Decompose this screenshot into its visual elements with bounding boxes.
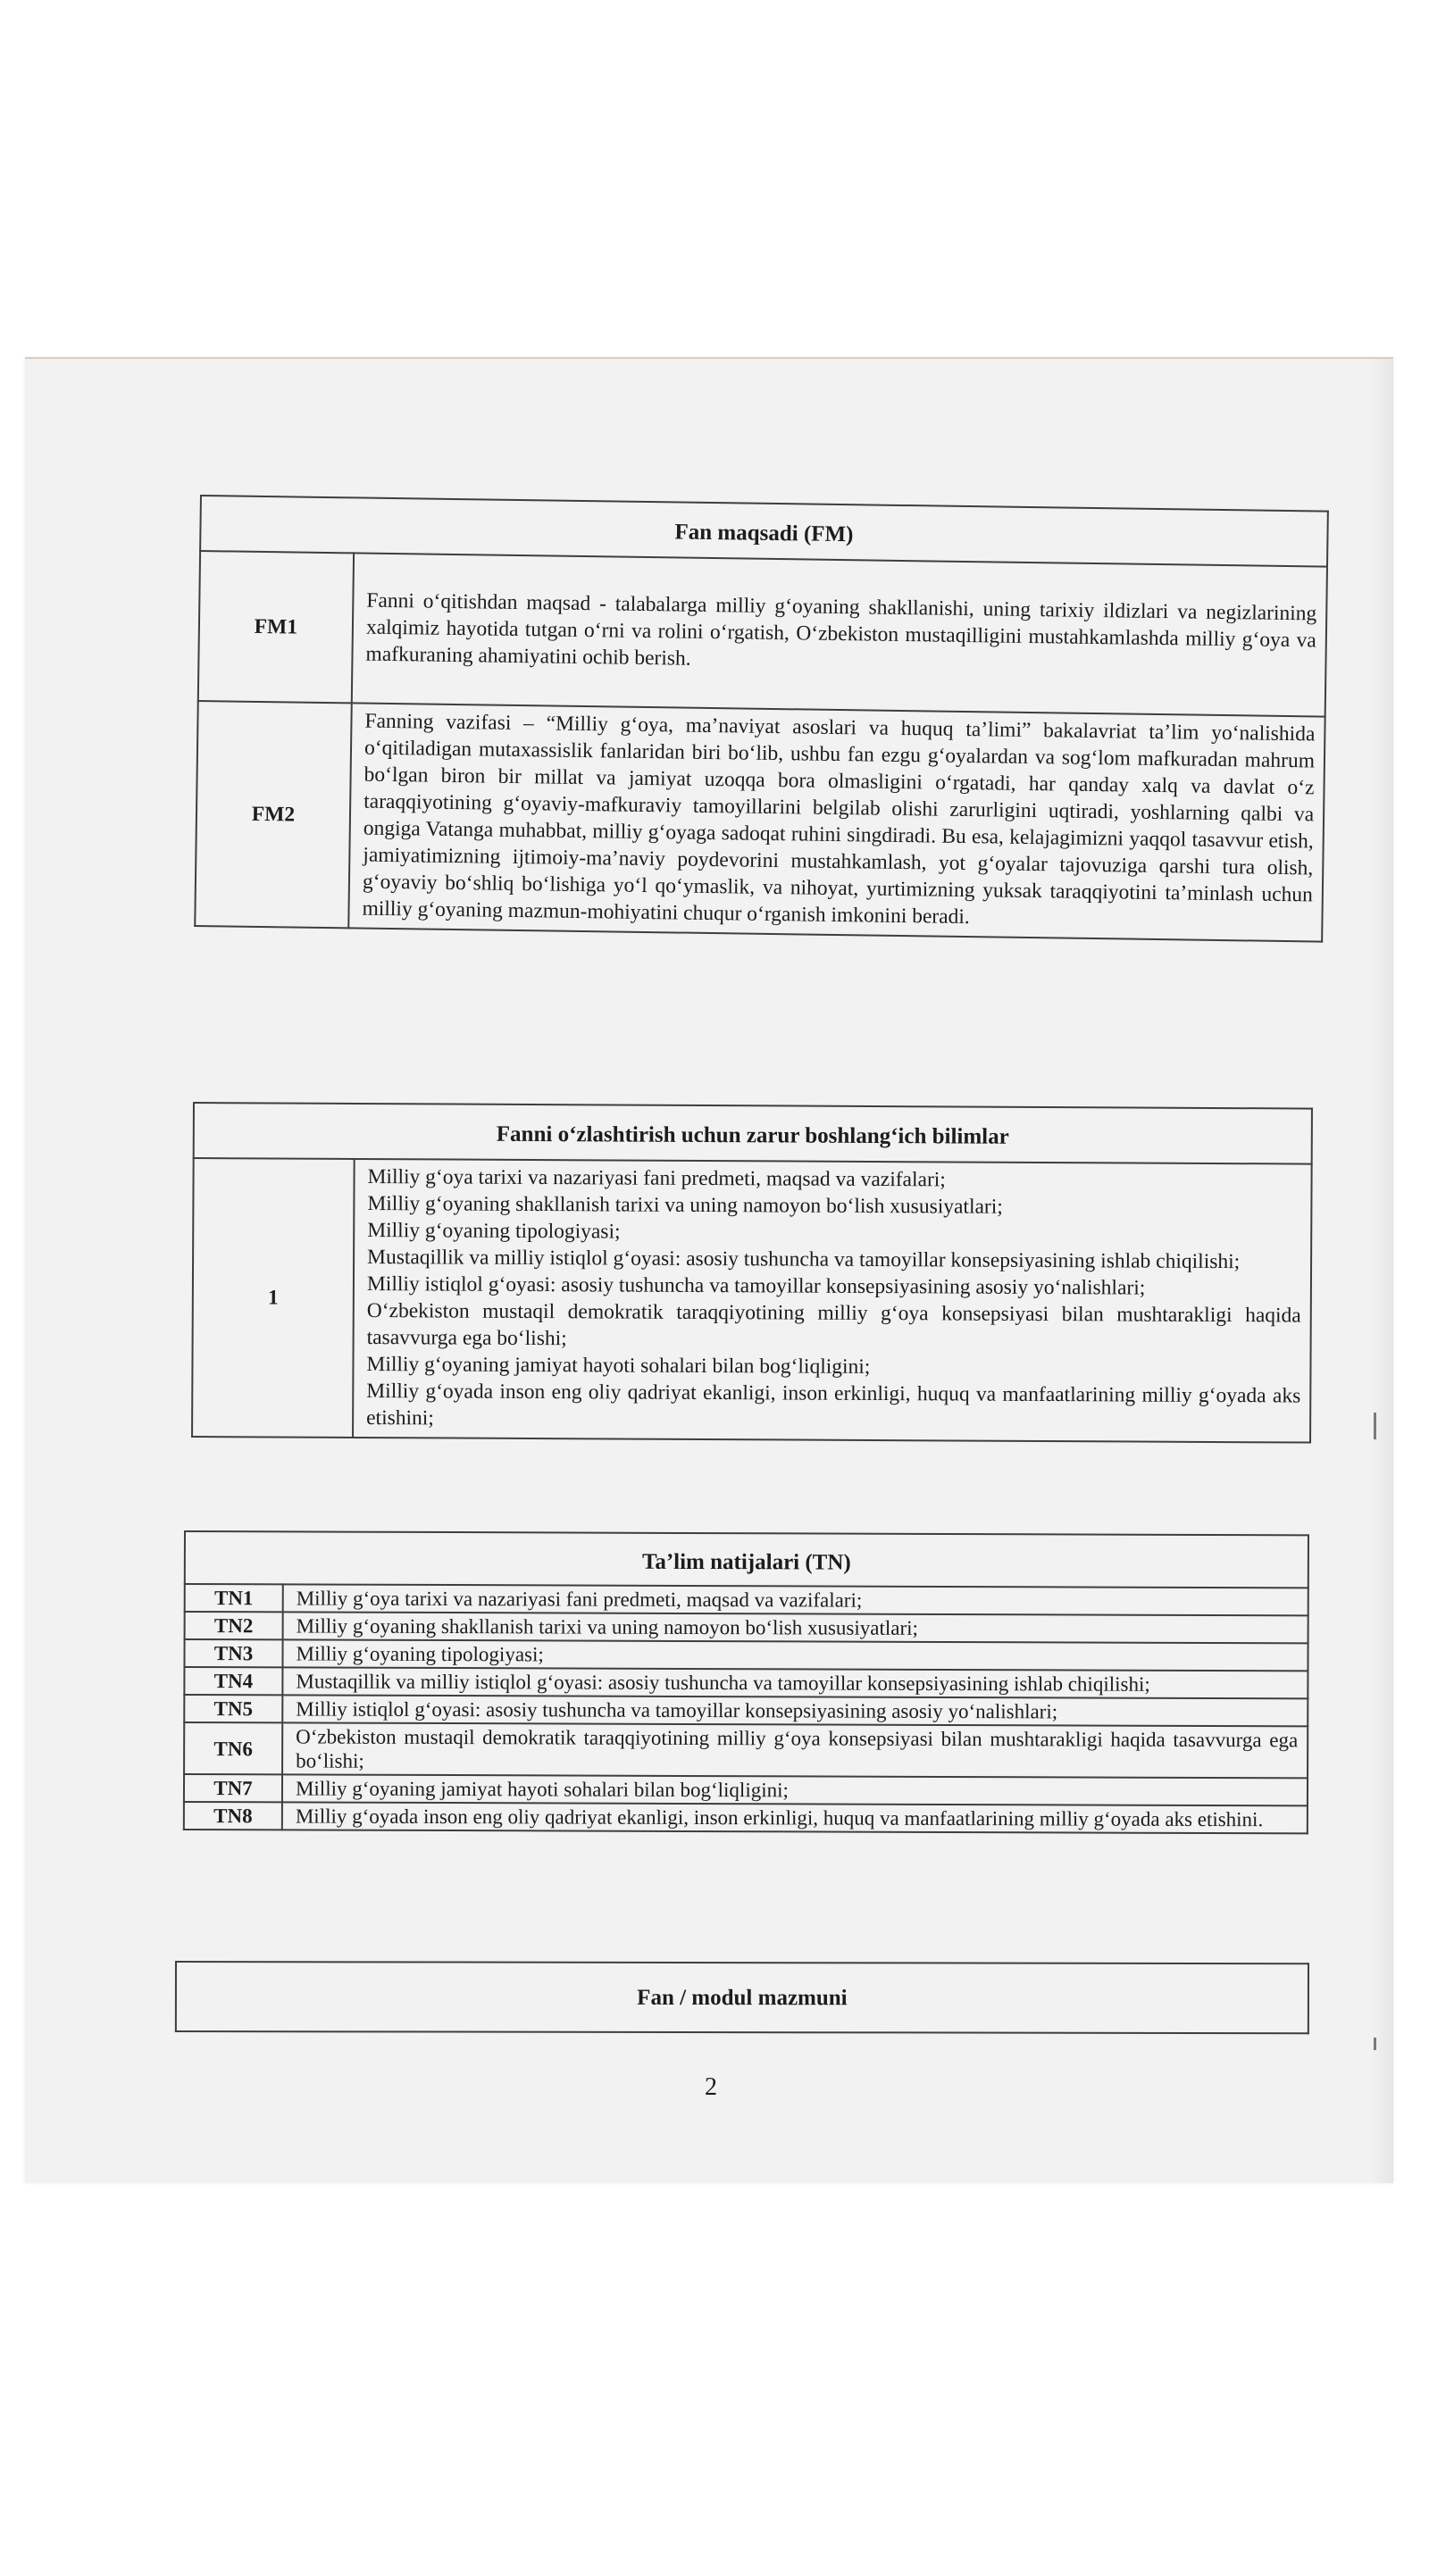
prerequisites-label: 1	[192, 1158, 355, 1438]
outcome-row	[185, 1584, 1308, 1615]
fm-label: FM2	[195, 701, 352, 928]
prerequisite-item: Milliy g‘oyaning jamiyat hayoti sohalari bilan bog‘liqligini;	[366, 1353, 871, 1379]
outcome-row	[184, 1774, 1308, 1805]
prerequisite-item: Milliy g‘oyaning shakllanish tarixi va uning namoyon bo‘lish xususiyatlari;	[367, 1192, 1003, 1219]
outcome-text: Milliy g‘oyada inson eng oliy qadriyat ekanligi, inson erkinligi, huquq va manfaatlarining milliy g‘oyada aks etishini.	[282, 1802, 1308, 1833]
outcome-text: Milliy g‘oyaning tipologiyasi;	[282, 1639, 1308, 1671]
page-fold-mark	[1374, 1413, 1376, 1439]
prerequisites-title: Fanni o‘zlashtirish uchun zarur boshlang‘ich bilimlar	[194, 1103, 1312, 1164]
prerequisite-item: Milliy istiqlol g‘oyasi: asosiy tushuncha va tamoyillar konsepsiyasining asosiy yo‘nalishlari;	[366, 1272, 1146, 1300]
page-number: 2	[705, 2073, 717, 2101]
outcome-text: Milliy g‘oya tarixi va nazariyasi fani predmeti, maqsad va vazifalari;	[283, 1584, 1308, 1615]
outcome-text: Milliy g‘oyaning shakllanish tarixi va uning namoyon bo‘lish xususiyatlari;	[283, 1612, 1308, 1643]
prerequisites-table	[191, 1102, 1313, 1444]
prerequisite-item: Milliy g‘oyada inson eng oliy qadriyat ekanligi, inson erkinligi, huquq va manfaatlarining milliy g‘oyada aks etishini;	[366, 1380, 1301, 1430]
outcome-label: TN4	[184, 1667, 282, 1695]
outcome-row	[184, 1722, 1308, 1778]
prerequisite-item: Milliy g‘oya tarixi va nazariyasi fani predmeti, maqsad va vazifalari;	[367, 1165, 946, 1192]
module-content-title: Fan / modul mazmuni	[176, 1962, 1308, 2033]
module-content-table	[175, 1961, 1309, 2034]
outcomes-table	[183, 1530, 1309, 1834]
outcome-row	[184, 1802, 1308, 1833]
prerequisite-item: Milliy g‘oyaning tipologiyasi;	[367, 1219, 621, 1244]
prerequisites-row	[192, 1158, 1312, 1443]
fm-title: Fan maqsadi (FM)	[200, 496, 1328, 567]
outcome-label: TN2	[185, 1612, 283, 1639]
prerequisites-list	[353, 1159, 1312, 1443]
fm-table	[194, 495, 1329, 943]
fm-text: Fanning vazifasi – “Milliy g‘oya, ma’naviyat asoslari va huquq ta’limi” bakalavriat ta’lim yo‘nalishida o‘qitiladigan mutaxassislik fanlaridan biri bo‘lib, ushbu fan ezgu g‘oyalardan va sog‘lom mafkuradan mahrum bo‘lgan biron bir millat va jamiyat uzoqqa bora olmasligini o‘rgatadi, har qanday xalq va davlat o‘z taraqqiyotining g‘oyaviy-mafkuraviy tamoyillarini belgilab olishi zarurligini uqtiradi, yoshlarning qalbi va ongiga Vatanga muhabbat, milliy g‘oyaga sadoqat ruhini singdiradi. Bu esa, kelajagimizni yaqqol tasavvur etish, jamiyatimizning ijtimoiy-ma’naviy poydevorini mustahkamlash, yot g‘oyalar tajovuziga qarshi tura olish, g‘oyaviy bo‘shliq bo‘lishiga yo‘l qo‘ymaslik, va nihoyat, yurtimizning yuksak taraqqiyotini ta’minlash uchun milliy g‘oyaning mazmun-mohiyatini chuqur o‘rganish imkonini beradi.	[348, 703, 1325, 941]
outcome-text: Milliy istiqlol g‘oyasi: asosiy tushuncha va tamoyillar konsepsiyasining asosiy yo‘nalishlari;	[282, 1695, 1308, 1726]
outcome-label: TN1	[185, 1584, 283, 1612]
outcomes-title: Ta’lim natijalari (TN)	[185, 1531, 1308, 1588]
fm-text: Fanni o‘qitishdan maqsad - talabalarga milliy g‘oyaning shakllanishi, uning tarixiy ildizlari va negizlarining xalqimiz hayotida tutgan o‘rni va rolini o‘rgatish, O‘zbekiston mustaqilligini mustahkamlashda milliy g‘oya va mafkuraning ahamiyatini ochib berish.	[352, 553, 1327, 716]
prerequisite-item: O‘zbekiston mustaqil demokratik taraqqiyotining milliy g‘oya konsepsiyasi bilan mushtarakligi haqida tasavvurga ega bo‘lishi;	[366, 1299, 1301, 1351]
outcome-row	[184, 1695, 1308, 1726]
outcome-label: TN7	[184, 1774, 282, 1802]
outcome-text: O‘zbekiston mustaqil demokratik taraqqiyotining milliy g‘oya konsepsiyasi bilan mushtarakligi haqida tasavvurga ega bo‘lishi;	[282, 1722, 1308, 1778]
outcome-label: TN8	[184, 1802, 282, 1830]
fm-row	[198, 551, 1327, 717]
outcome-text: Mustaqillik va milliy istiqlol g‘oyasi: asosiy tushuncha va tamoyillar konsepsiyasining ishlab chiqilishi;	[282, 1667, 1308, 1698]
outcome-label: TN5	[184, 1695, 282, 1722]
page-fold-mark	[1374, 2038, 1376, 2050]
document-page	[25, 357, 1393, 2183]
fm-label: FM1	[198, 551, 354, 703]
fm-row	[195, 701, 1325, 942]
outcome-label: TN6	[184, 1722, 282, 1774]
outcome-row	[185, 1612, 1308, 1643]
outcome-row	[184, 1667, 1308, 1698]
outcome-label: TN3	[184, 1639, 282, 1667]
prerequisite-item: Mustaqillik va milliy istiqlol g‘oyasi: asosiy tushuncha va tamoyillar konsepsiyasining ishlab chiqilishi;	[367, 1246, 1241, 1274]
outcome-row	[184, 1639, 1308, 1671]
outcome-text: Milliy g‘oyaning jamiyat hayoti sohalari bilan bog‘liqligini;	[282, 1774, 1308, 1805]
